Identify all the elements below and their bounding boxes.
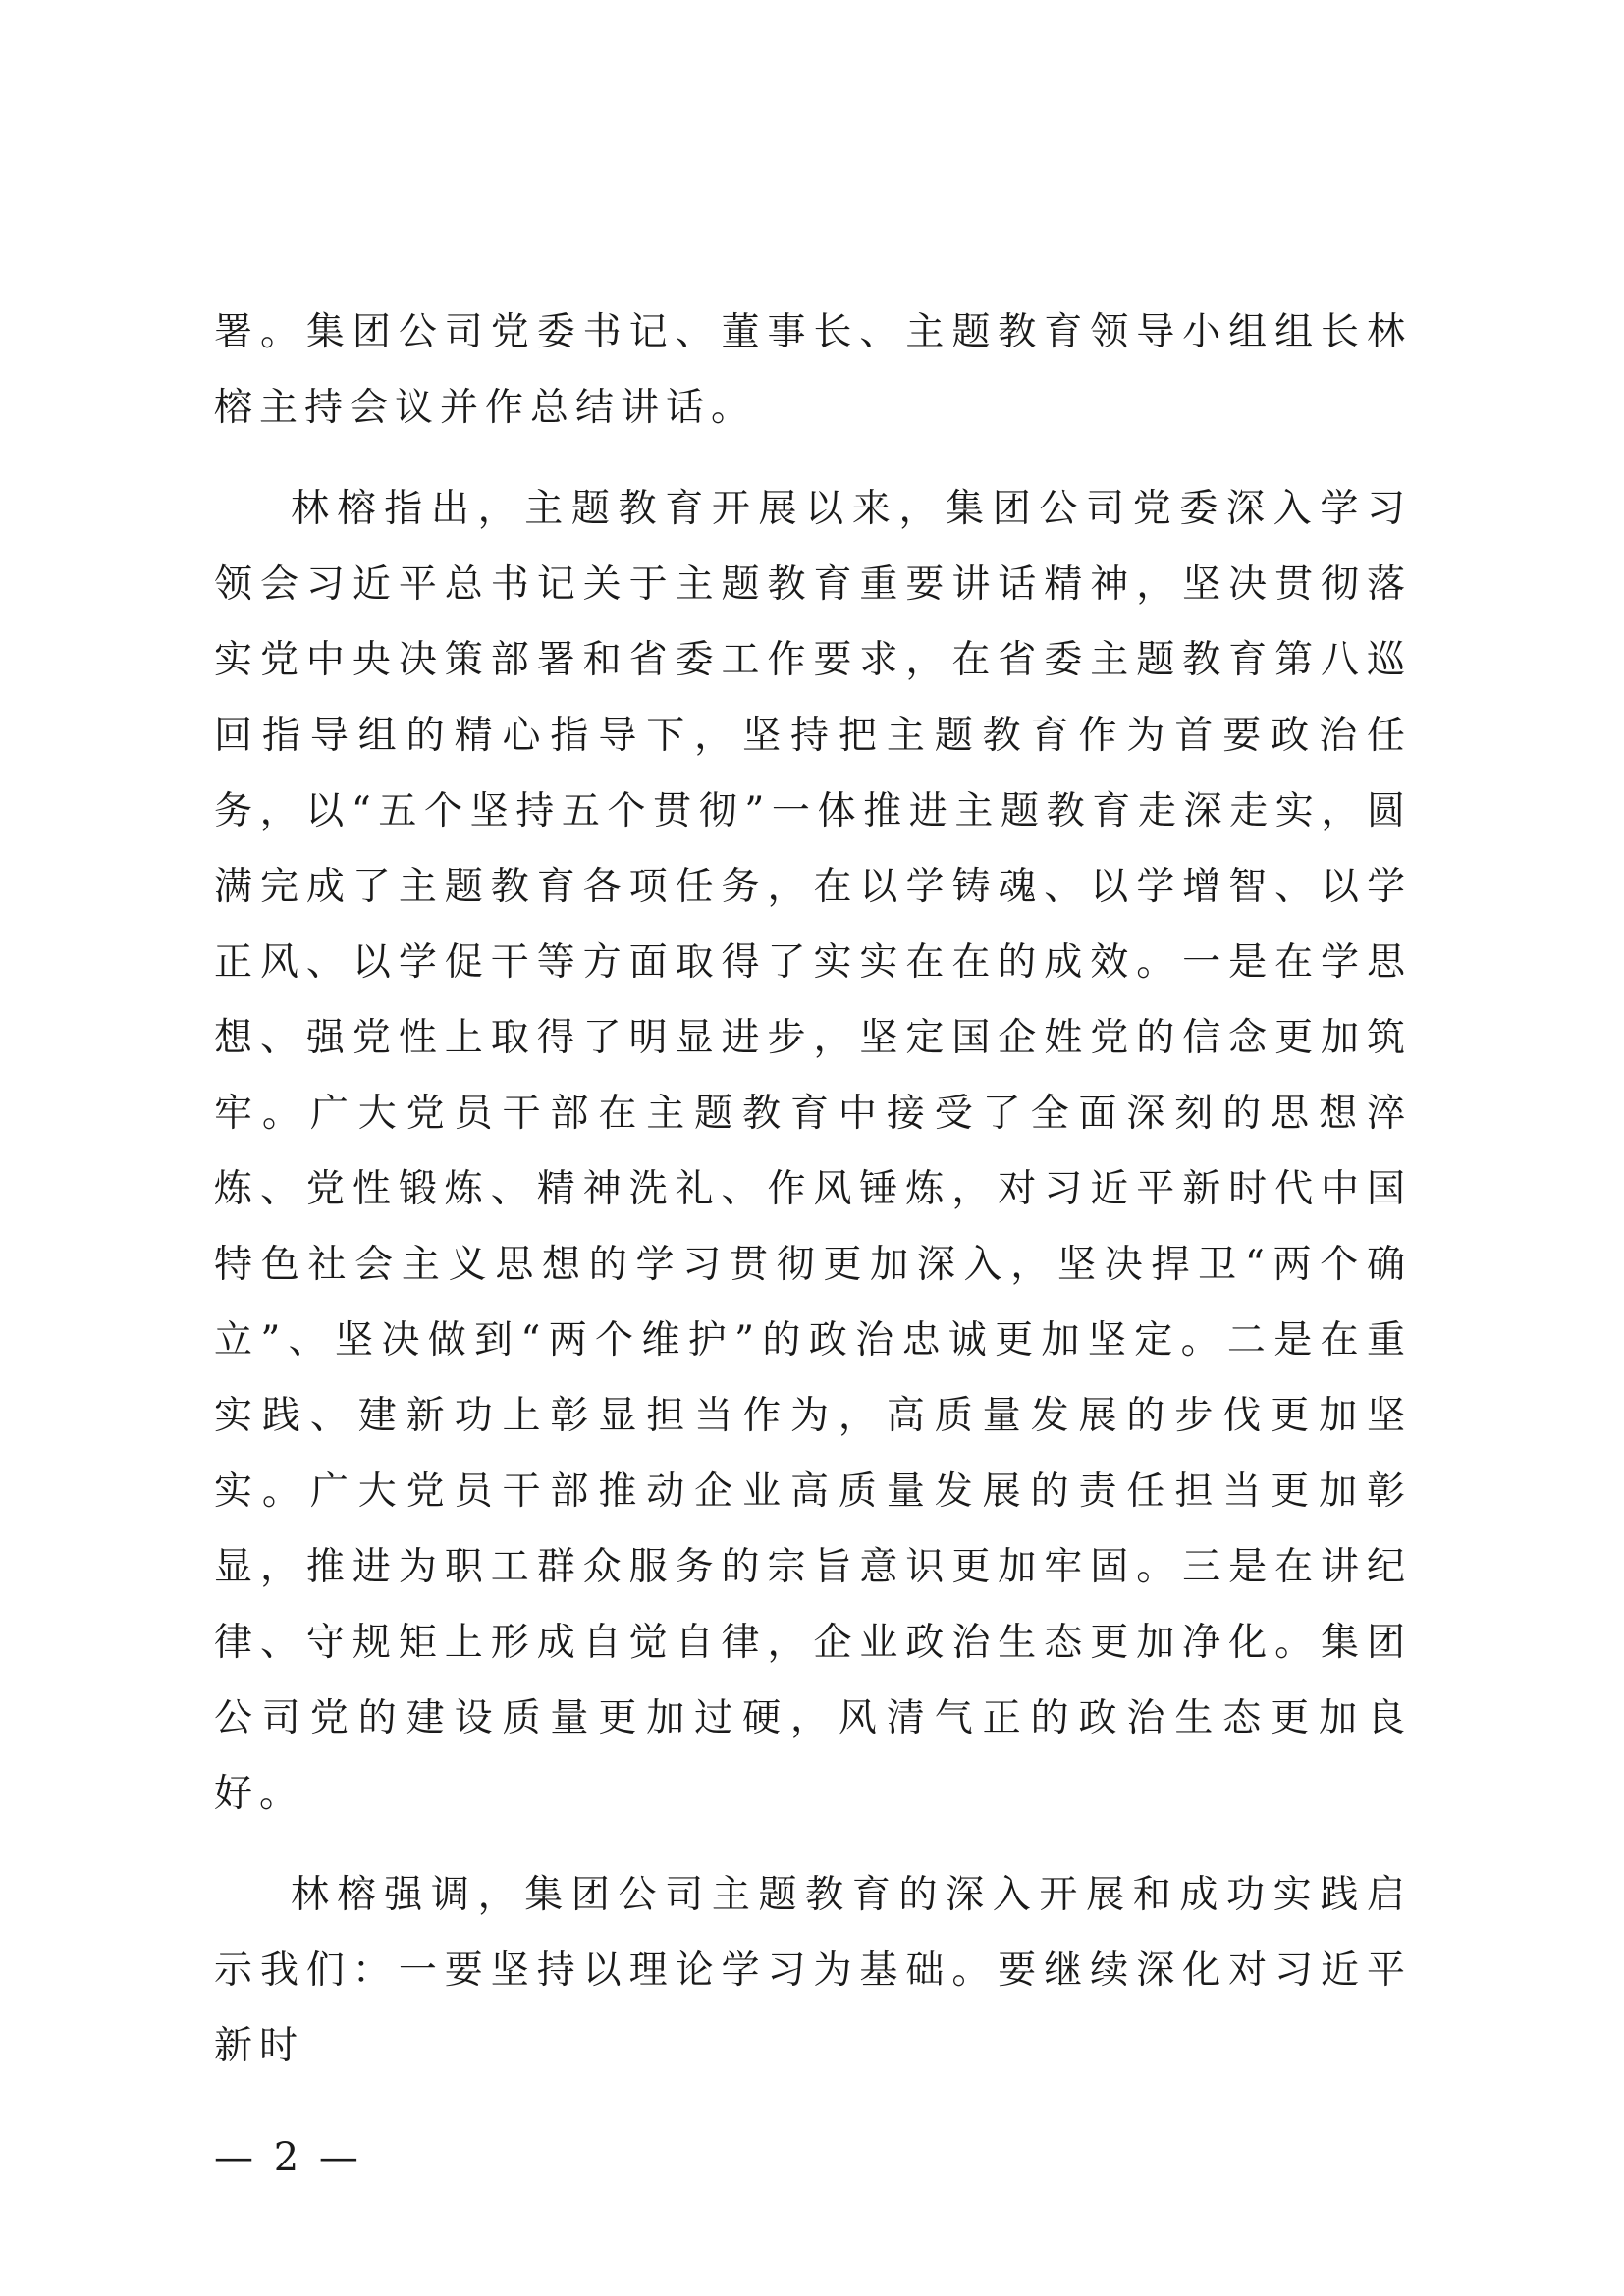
body-text: [214, 294, 1412, 2084]
paragraph-gap: [214, 1832, 1412, 1857]
paragraph-1: 署。集团公司党委书记、董事长、主题教育领导小组组长林榕主持会议并作总结讲话。: [214, 310, 1412, 430]
page-number: — 2 —: [214, 2135, 362, 2180]
paragraph-3: 林榕强调，集团公司主题教育的深入开展和成功实践启示我们：一要坚持以理论学习为基础。要继续深化对习近平新时: [214, 1873, 1412, 2068]
paragraph-2: 林榕指出，主题教育开展以来，集团公司党委深入学习领会习近平总书记关于主题教育重要讲话精神，坚决贯彻落实党中央决策部署和省委工作要求，在省委主题教育第八巡回指导组的精心指导下，坚持把主题教育作为首要政治任务，以“五个坚持五个贯彻”一体推进主题教育走深走实，圆满完成了主题教育各项任务，在以学铸魂、以学增智、以学正风、以学促干等方面取得了实实在在的成效。一是在学思想、强党性上取得了明显进步，坚定国企姓党的信念更加筑牢。广大党员干部在主题教育中接受了全面深刻的思想淬炼、党性锻炼、精神洗礼、作风锤炼，对习近平新时代中国特色社会主义思想的学习贯彻更加深入，坚决捍卫“两个确立”、坚决做到“两个维护”的政治忠诚更加坚定。二是在重实践、建新功上彰显担当作为，高质量发展的步伐更加坚实。广大党员干部推动企业高质量发展的责任担当更加彰显，推进为职工群众服务的宗旨意识更加牢固。三是在讲纪律、守规矩上形成自觉自律，企业政治生态更加净化。集团公司党的建设质量更加过硬，风清气正的政治生态更加良好。: [214, 487, 1412, 1816]
paragraph-gap: [214, 446, 1412, 471]
